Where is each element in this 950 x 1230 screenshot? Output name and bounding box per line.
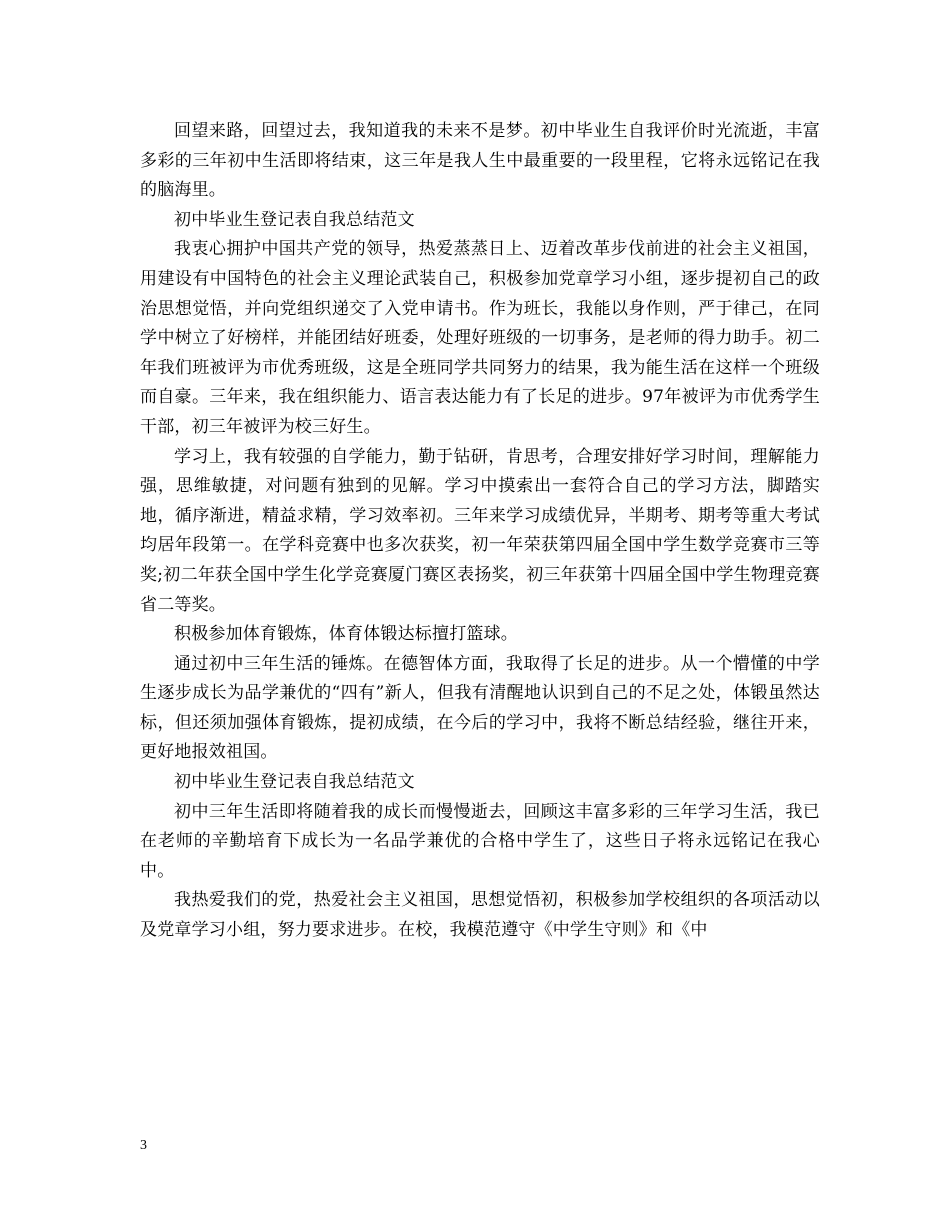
page-number: 3 [140,1138,147,1153]
paragraph-party: 我热爱我们的党，热爱社会主义祖国，思想觉悟初，积极参加学校组织的各项活动以及党章学习小组，努力要求进步。在校，我模范遵守《中学生守则》和《中 [140,890,820,941]
paragraph-intro: 回望来路，回望过去，我知道我的未来不是梦。初中毕业生自我评价时光流逝，丰富多彩的三年初中生活即将结束，这三年是我人生中最重要的一段里程，它将永远铭记在我的脑海里。 [140,121,820,201]
paragraph-sports: 积极参加体育锻炼，体育体锻达标擅打篮球。 [174,624,518,645]
document-body [140,117,820,946]
section-heading-2: 初中毕业生登记表自我总结范文 [174,772,415,793]
paragraph-reflection: 初中三年生活即将随着我的成长而慢慢逝去，回顾这丰富多彩的三年学习生活，我已在老师的辛勤培育下成长为一名品学兼优的合格中学生了，这些日子将永远铭记在我心中。 [140,801,820,881]
paragraph-politics: 我衷心拥护中国共产党的领导，热爱蒸蒸日上、迈着改革步伐前进的社会主义祖国，用建设有中国特色的社会主义理论武装自己，积极参加党章学习小组，逐步提初自己的政治思想觉悟，并向党组织递交了入党申请书。作为班长，我能以身作则，严于律己，在同学中树立了好榜样，并能团结好班委，处理好班级的一切事务，是老师的得力助手。初二年我们班被评为市优秀班级，这是全班同学共同努力的结果，我为能生活在这样一个班级而自豪。三年来，我在组织能力、语言表达能力有了长足的进步。97年被评为市优秀学生干部，初三年被评为校三好生。 [140,239,820,437]
paragraph-progress: 通过初中三年生活的锤炼。在德智体方面，我取得了长足的进步。从一个懵懂的中学生逐步成长为品学兼优的“四有”新人，但我有清醒地认识到自己的不足之处，体锻虽然达标，但还须加强体育锻炼，提初成绩，在今后的学习中，我将不断总结经验，继往开来，更好地报效祖国。 [140,653,820,763]
paragraph-study: 学习上，我有较强的自学能力，勤于钻研，肯思考，合理安排好学习时间，理解能力强，思维敏捷，对问题有独到的见解。学习中摸索出一套符合自己的学习方法，脚踏实地，循序渐进，精益求精，学习效率初。三年来学习成绩优异，半期考、期考等重大考试均居年段第一。在学科竞赛中也多次获奖，初一年荣获第四届全国中学生数学竞赛市三等奖;初二年获全国中学生化学竞赛厦门赛区表扬奖，初三年获第十四届全国中学生物理竞赛省二等奖。 [140,446,820,615]
section-heading: 初中毕业生登记表自我总结范文 [174,209,415,230]
